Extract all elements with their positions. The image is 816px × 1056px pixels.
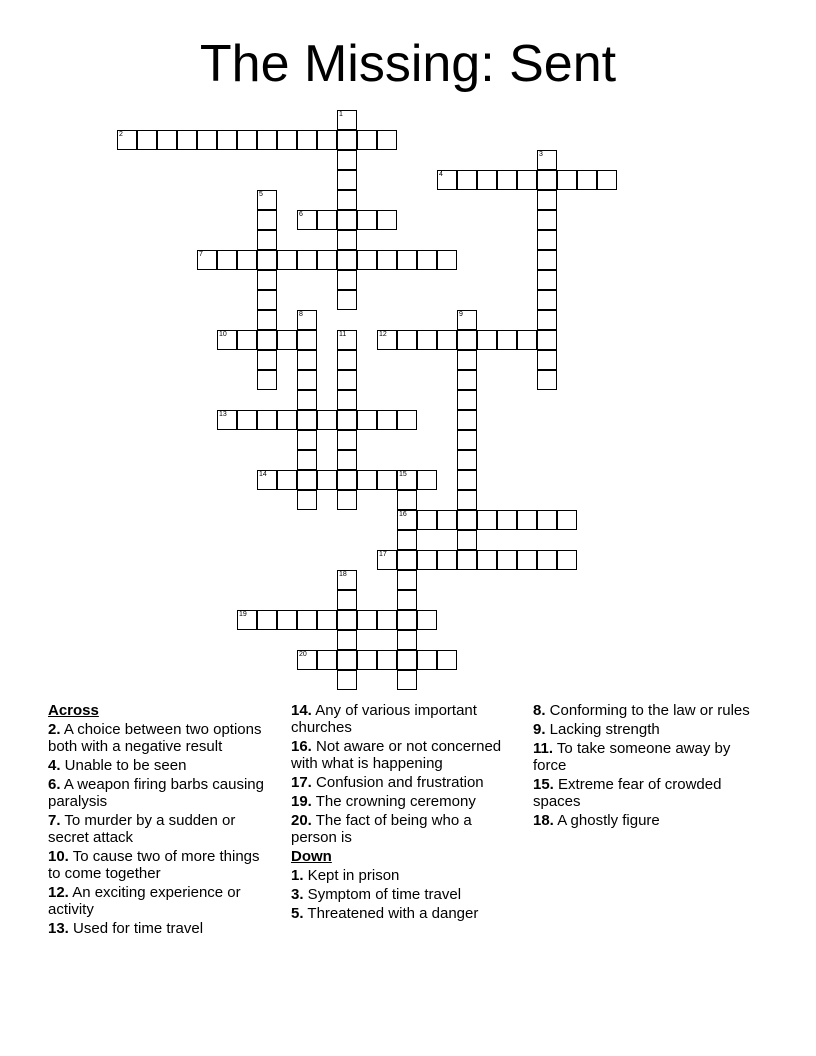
grid-cell[interactable] (577, 170, 597, 190)
clue-number: 2 (119, 131, 123, 138)
grid-cell[interactable] (337, 210, 357, 230)
clue-number: 13 (219, 411, 227, 418)
clue-text: Any of various important churches (291, 702, 477, 736)
grid-cell[interactable] (517, 170, 537, 190)
grid-cell[interactable] (537, 370, 557, 390)
grid-cell[interactable] (277, 610, 297, 630)
grid-cell[interactable] (317, 470, 337, 490)
grid-cell[interactable] (457, 510, 477, 530)
grid-cell[interactable] (257, 610, 277, 630)
clue-item (291, 812, 516, 846)
grid-cell[interactable] (437, 650, 457, 670)
grid-cell[interactable] (397, 510, 417, 530)
grid-cell[interactable] (357, 410, 377, 430)
grid-cell[interactable] (597, 170, 617, 190)
grid-cell[interactable] (337, 570, 357, 590)
clue-number: 8. (533, 702, 546, 719)
grid-cell[interactable] (537, 310, 557, 330)
grid-cell[interactable] (377, 470, 397, 490)
clue-number: 19 (239, 611, 247, 618)
clue-number: 11 (339, 331, 347, 338)
grid-cell[interactable] (457, 370, 477, 390)
grid-cell[interactable] (377, 410, 397, 430)
grid-cell[interactable] (257, 330, 277, 350)
grid-cell[interactable] (377, 330, 397, 350)
grid-cell[interactable] (357, 210, 377, 230)
grid-cell[interactable] (417, 470, 437, 490)
grid-cell[interactable] (297, 410, 317, 430)
grid-cell[interactable] (337, 590, 357, 610)
grid-cell[interactable] (377, 550, 397, 570)
clue-number: 6. (48, 776, 61, 793)
grid-cell[interactable] (397, 570, 417, 590)
grid-cell[interactable] (537, 210, 557, 230)
clue-number: 3 (539, 151, 543, 158)
clue-number: 12 (379, 331, 387, 338)
grid-cell[interactable] (457, 430, 477, 450)
grid-cell[interactable] (157, 130, 177, 150)
clue-item (48, 920, 273, 937)
grid-cell[interactable] (257, 270, 277, 290)
grid-cell[interactable] (257, 310, 277, 330)
clue-text: Kept in prison (303, 867, 400, 884)
clue-item (48, 884, 273, 918)
grid-cell[interactable] (257, 190, 277, 210)
grid-cell[interactable] (397, 670, 417, 690)
clue-number: 17. (291, 774, 312, 791)
grid-cell[interactable] (317, 210, 337, 230)
clue-number: 16. (291, 738, 312, 755)
grid-cell[interactable] (337, 290, 357, 310)
grid-cell[interactable] (417, 250, 437, 270)
grid-cell[interactable] (357, 610, 377, 630)
grid-cell[interactable] (197, 130, 217, 150)
grid-cell[interactable] (297, 370, 317, 390)
clue-number: 1 (339, 111, 343, 118)
grid-cell[interactable] (337, 490, 357, 510)
grid-cell[interactable] (377, 130, 397, 150)
grid-cell[interactable] (277, 250, 297, 270)
clue-text: To cause two of more things to come together (48, 848, 260, 882)
grid-cell[interactable] (337, 130, 357, 150)
grid-cell[interactable] (397, 590, 417, 610)
clue-item (291, 867, 516, 884)
clue-number: 5 (259, 191, 263, 198)
clue-item (291, 774, 516, 791)
grid-cell[interactable] (257, 210, 277, 230)
clue-item (48, 757, 273, 774)
grid-cell[interactable] (457, 390, 477, 410)
grid-cell[interactable] (337, 650, 357, 670)
clue-column-3 (533, 702, 758, 831)
grid-cell[interactable] (477, 550, 497, 570)
clue-text: The fact of being who a person is (291, 812, 472, 846)
grid-cell[interactable] (337, 330, 357, 350)
grid-cell[interactable] (397, 490, 417, 510)
grid-cell[interactable] (537, 350, 557, 370)
grid-cell[interactable] (297, 430, 317, 450)
down-header: Down (291, 848, 332, 865)
grid-cell[interactable] (377, 250, 397, 270)
grid-cell[interactable] (297, 250, 317, 270)
grid-cell[interactable] (337, 370, 357, 390)
grid-cell[interactable] (257, 290, 277, 310)
clue-text: A weapon firing barbs causing paralysis (48, 776, 264, 810)
grid-cell[interactable] (457, 310, 477, 330)
grid-cell[interactable] (257, 130, 277, 150)
grid-cell[interactable] (557, 510, 577, 530)
grid-cell[interactable] (237, 250, 257, 270)
clue-number: 7 (199, 251, 203, 258)
grid-cell[interactable] (297, 650, 317, 670)
grid-cell[interactable] (337, 110, 357, 130)
grid-cell[interactable] (337, 190, 357, 210)
grid-cell[interactable] (497, 550, 517, 570)
grid-cell[interactable] (477, 330, 497, 350)
grid-cell[interactable] (317, 130, 337, 150)
clue-number: 4 (439, 171, 443, 178)
grid-cell[interactable] (377, 210, 397, 230)
clue-number: 20 (299, 651, 307, 658)
grid-cell[interactable] (457, 530, 477, 550)
grid-cell[interactable] (297, 390, 317, 410)
grid-cell[interactable] (537, 230, 557, 250)
grid-cell[interactable] (537, 190, 557, 210)
grid-cell[interactable] (237, 410, 257, 430)
clue-item (291, 905, 516, 922)
clue-text: Conforming to the law or rules (545, 702, 750, 719)
clue-number: 16 (399, 511, 407, 518)
grid-cell[interactable] (397, 470, 417, 490)
clue-text: The crowning ceremony (311, 793, 476, 810)
grid-cell[interactable] (297, 610, 317, 630)
grid-cell[interactable] (277, 470, 297, 490)
clue-number: 15. (533, 776, 554, 793)
grid-cell[interactable] (257, 350, 277, 370)
grid-cell[interactable] (417, 510, 437, 530)
grid-cell[interactable] (337, 170, 357, 190)
grid-cell[interactable] (337, 250, 357, 270)
clue-number: 8 (299, 311, 303, 318)
grid-cell[interactable] (497, 510, 517, 530)
grid-cell[interactable] (337, 410, 357, 430)
clue-number: 6 (299, 211, 303, 218)
grid-cell[interactable] (337, 610, 357, 630)
grid-cell[interactable] (357, 470, 377, 490)
clue-number: 4. (48, 757, 61, 774)
grid-cell[interactable] (337, 470, 357, 490)
grid-cell[interactable] (517, 550, 537, 570)
grid-cell[interactable] (337, 670, 357, 690)
grid-cell[interactable] (517, 330, 537, 350)
grid-cell[interactable] (337, 350, 357, 370)
clue-text: Used for time travel (68, 920, 204, 937)
clue-text: To murder by a sudden or secret attack (48, 812, 236, 846)
grid-cell[interactable] (457, 350, 477, 370)
grid-cell[interactable] (317, 250, 337, 270)
clue-number: 17 (379, 551, 387, 558)
grid-cell[interactable] (557, 170, 577, 190)
grid-cell[interactable] (257, 370, 277, 390)
grid-cell[interactable] (397, 650, 417, 670)
grid-cell[interactable] (297, 450, 317, 470)
grid-cell[interactable] (397, 530, 417, 550)
clue-text: Confusion and frustration (311, 774, 484, 791)
clue-item (533, 702, 758, 719)
clue-item (48, 848, 273, 882)
grid-cell[interactable] (537, 290, 557, 310)
grid-cell[interactable] (537, 510, 557, 530)
grid-cell[interactable] (217, 410, 237, 430)
grid-cell[interactable] (277, 410, 297, 430)
grid-cell[interactable] (257, 410, 277, 430)
grid-cell[interactable] (397, 330, 417, 350)
grid-cell[interactable] (337, 450, 357, 470)
clue-number: 14 (259, 471, 267, 478)
clue-item (533, 721, 758, 738)
clue-text: Threatened with a danger (303, 905, 479, 922)
grid-cell[interactable] (437, 250, 457, 270)
grid-cell[interactable] (237, 610, 257, 630)
grid-cell[interactable] (257, 250, 277, 270)
grid-cell[interactable] (537, 550, 557, 570)
clue-number: 12. (48, 884, 69, 901)
grid-cell[interactable] (537, 270, 557, 290)
grid-cell[interactable] (217, 130, 237, 150)
clue-text: Symptom of time travel (303, 886, 462, 903)
grid-cell[interactable] (337, 150, 357, 170)
clue-number: 3. (291, 886, 304, 903)
grid-cell[interactable] (437, 550, 457, 570)
grid-cell[interactable] (137, 130, 157, 150)
clue-column-1 (48, 702, 273, 939)
grid-cell[interactable] (337, 390, 357, 410)
grid-cell[interactable] (257, 470, 277, 490)
grid-cell[interactable] (537, 170, 557, 190)
clue-text: Not aware or not concerned with what is happening (291, 738, 502, 772)
grid-cell[interactable] (397, 550, 417, 570)
grid-cell[interactable] (337, 270, 357, 290)
clue-number: 14. (291, 702, 312, 719)
grid-cell[interactable] (437, 170, 457, 190)
grid-cell[interactable] (537, 150, 557, 170)
grid-cell[interactable] (277, 130, 297, 150)
grid-cell[interactable] (297, 490, 317, 510)
grid-cell[interactable] (497, 170, 517, 190)
grid-cell[interactable] (457, 490, 477, 510)
grid-cell[interactable] (537, 250, 557, 270)
clue-number: 10. (48, 848, 69, 865)
grid-cell[interactable] (377, 610, 397, 630)
grid-cell[interactable] (357, 650, 377, 670)
clue-column-2 (291, 702, 516, 924)
clue-item (48, 721, 273, 755)
grid-cell[interactable] (457, 330, 477, 350)
clue-text: Extreme fear of crowded spaces (533, 776, 722, 810)
clue-number: 2. (48, 721, 61, 738)
puzzle-title: The Missing: Sent (199, 35, 617, 93)
clue-number: 5. (291, 905, 304, 922)
grid-cell[interactable] (297, 210, 317, 230)
grid-cell[interactable] (457, 170, 477, 190)
clue-number: 1. (291, 867, 304, 884)
grid-cell[interactable] (537, 330, 557, 350)
grid-cell[interactable] (117, 130, 137, 150)
clue-item (291, 793, 516, 810)
clue-item (533, 776, 758, 810)
grid-cell[interactable] (317, 650, 337, 670)
grid-cell[interactable] (317, 610, 337, 630)
grid-cell[interactable] (397, 250, 417, 270)
clue-number: 19. (291, 793, 312, 810)
clue-number: 10 (219, 331, 227, 338)
grid-cell[interactable] (357, 130, 377, 150)
clue-item (533, 740, 758, 774)
grid-cell[interactable] (297, 130, 317, 150)
grid-cell[interactable] (217, 330, 237, 350)
clue-number: 13. (48, 920, 69, 937)
grid-cell[interactable] (557, 550, 577, 570)
grid-cell[interactable] (257, 230, 277, 250)
grid-cell[interactable] (457, 410, 477, 430)
clue-number: 15 (399, 471, 407, 478)
grid-cell[interactable] (457, 450, 477, 470)
grid-cell[interactable] (297, 310, 317, 330)
clue-item (291, 738, 516, 772)
grid-cell[interactable] (497, 330, 517, 350)
grid-cell[interactable] (417, 550, 437, 570)
clue-text: A ghostly figure (553, 812, 660, 829)
grid-cell[interactable] (397, 410, 417, 430)
grid-cell[interactable] (417, 330, 437, 350)
clue-item (48, 776, 273, 810)
grid-cell[interactable] (457, 470, 477, 490)
clue-number: 9. (533, 721, 546, 738)
grid-cell[interactable] (357, 250, 377, 270)
grid-cell[interactable] (477, 170, 497, 190)
grid-cell[interactable] (517, 510, 537, 530)
grid-cell[interactable] (397, 630, 417, 650)
clue-text: To take someone away by force (533, 740, 731, 774)
clue-item (533, 812, 758, 829)
grid-cell[interactable] (237, 330, 257, 350)
clue-item (291, 886, 516, 903)
grid-cell[interactable] (297, 350, 317, 370)
grid-cell[interactable] (337, 230, 357, 250)
clue-number: 9 (459, 311, 463, 318)
clue-item (291, 702, 516, 736)
grid-cell[interactable] (237, 130, 257, 150)
grid-cell[interactable] (457, 550, 477, 570)
grid-cell[interactable] (197, 250, 217, 270)
grid-cell[interactable] (437, 510, 457, 530)
grid-cell[interactable] (397, 610, 417, 630)
grid-cell[interactable] (337, 430, 357, 450)
grid-cell[interactable] (297, 330, 317, 350)
grid-cell[interactable] (317, 410, 337, 430)
clue-number: 18 (339, 571, 347, 578)
grid-cell[interactable] (377, 650, 397, 670)
clue-number: 20. (291, 812, 312, 829)
clue-number: 11. (533, 740, 554, 757)
clue-number: 7. (48, 812, 61, 829)
clue-text: A choice between two options both with a negative result (48, 721, 262, 755)
grid-cell[interactable] (417, 650, 437, 670)
grid-cell[interactable] (177, 130, 197, 150)
grid-cell[interactable] (297, 470, 317, 490)
clue-text: Unable to be seen (60, 757, 187, 774)
clue-item (48, 812, 273, 846)
clue-text: Lacking strength (545, 721, 660, 738)
clue-text: An exciting experience or activity (48, 884, 241, 918)
grid-cell[interactable] (417, 610, 437, 630)
grid-cell[interactable] (217, 250, 237, 270)
grid-cell[interactable] (337, 630, 357, 650)
grid-cell[interactable] (277, 330, 297, 350)
grid-cell[interactable] (477, 510, 497, 530)
clue-number: 18. (533, 812, 554, 829)
grid-cell[interactable] (437, 330, 457, 350)
across-header: Across (48, 702, 99, 719)
